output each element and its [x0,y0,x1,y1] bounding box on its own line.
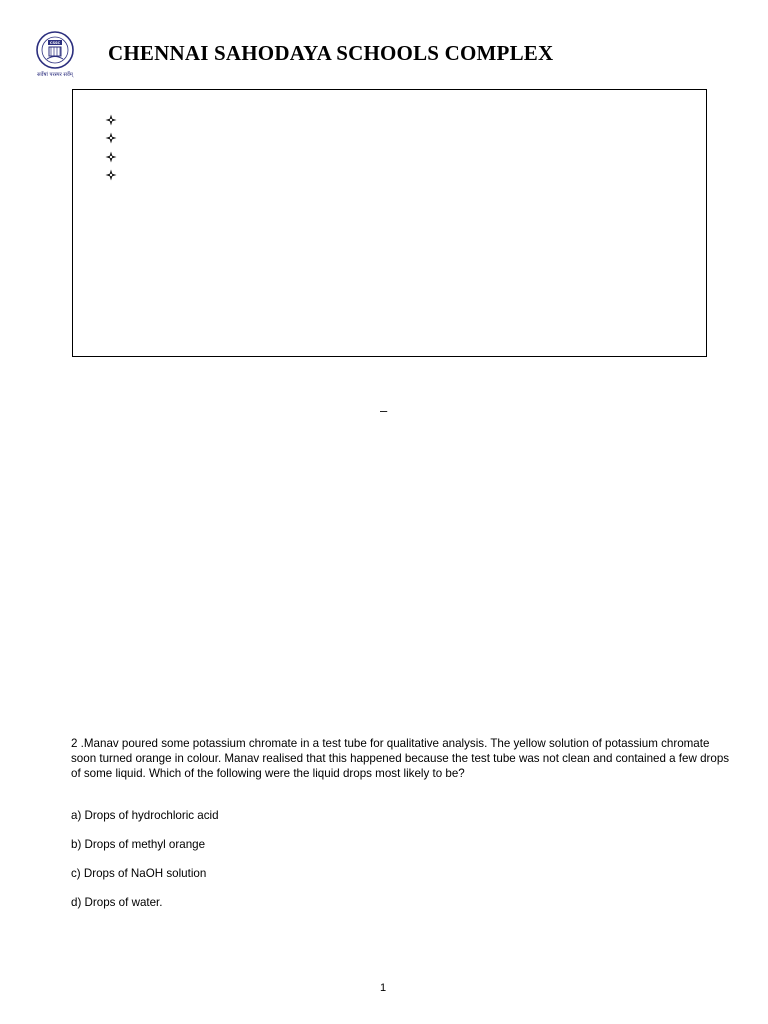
answer-option-b: b) Drops of methyl orange [71,838,206,851]
instruction-box [72,89,707,357]
stray-dash-mark: – [380,403,388,418]
diamond-bullet-icon [105,113,119,127]
page-number: 1 [380,982,387,994]
question-block [71,736,731,781]
answer-option-d: d) Drops of water. [71,896,163,909]
school-emblem-icon [26,30,84,80]
diamond-bullet-icon [105,168,119,182]
page-title: CHENNAI SAHODAYA SCHOOLS COMPLEX [108,41,554,65]
logo-motto: सर्वेषां परस्पर सर्वेम् [37,72,73,78]
answer-option-c: c) Drops of NaOH solution [71,867,207,880]
diamond-bullet-icon [105,150,119,164]
question-text: 2 .Manav poured some potassium chromate in a test tube for qualitative analysis. The yellow solution of potassium chromate soon turned orange in colour. Manav realised that this happened because the test tube was not clean and contained a few drops of some liquid. Which of the following were the liquid drops most likely to be? [71,737,730,780]
diamond-bullet-icon [105,131,119,145]
answer-option-a: a) Drops of hydrochloric acid [71,809,219,822]
logo-badge-text: CSSC [49,41,61,46]
